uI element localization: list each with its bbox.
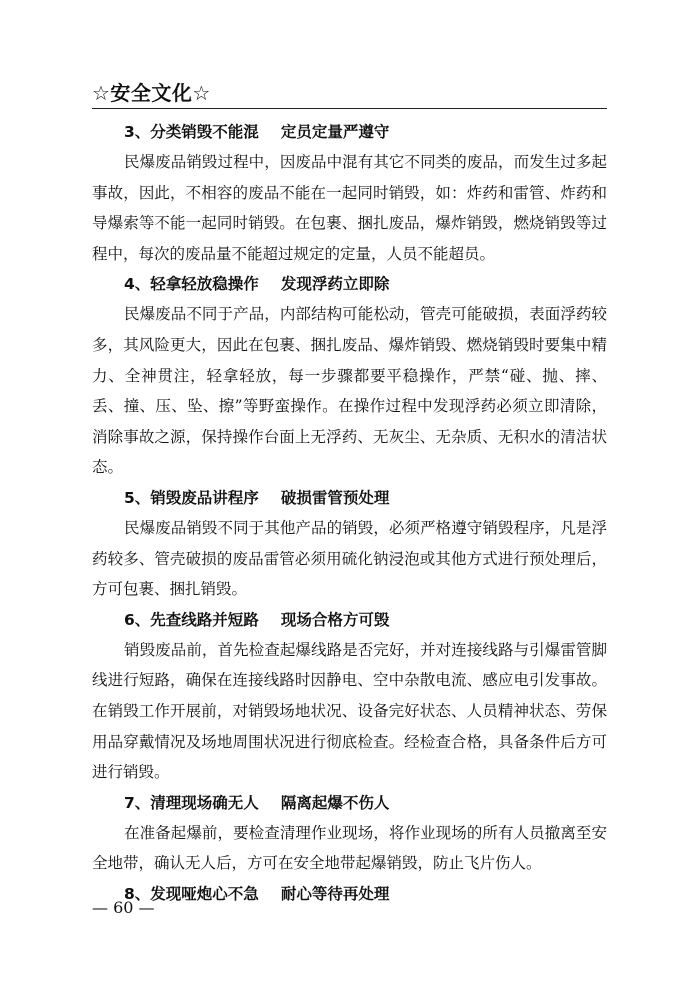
section-paragraph: 民爆废品销毁不同于其他产品的销毁，必须严格遵守销毁程序，凡是浮药较多、管壳破损的废品雷管必须用硫化钠浸泡或其他方式进行预处理后，方可包裹、捆扎销毁。 <box>92 518 607 599</box>
section-number: 7、 <box>124 793 151 812</box>
article-body <box>92 117 607 909</box>
section-number: 3、 <box>124 123 151 141</box>
section-heading <box>92 269 607 299</box>
section-paragraph: 销毁废品前，首先检查起爆线路是否完好，并对连接线路与引爆雷管脚线进行短路，确保在连接线路时因静电、空中杂散电流、感应电引发事故。在销毁工作开展前，对销毁场地状况、设备完好状态、人员精神状态、劳保用品穿戴情况及场地周围状况进行彻底检查。经检查合格，具备条件后方可进行销毁。 <box>92 640 607 782</box>
section-4 <box>92 269 607 483</box>
heading-part-b: 隔离起爆不伤人 <box>280 793 390 812</box>
heading-part-b: 定员定量严遵守 <box>280 123 390 141</box>
section-number: 4、 <box>124 275 151 294</box>
page-number: — 60 — <box>92 898 155 917</box>
section-number: 8、 <box>124 884 151 903</box>
section-5 <box>92 483 607 605</box>
heading-part-a: 分类销毁不能混 <box>150 123 259 141</box>
heading-part-a: 发现哑炮心不急 <box>150 884 259 903</box>
header-title: ☆安全文化☆ <box>92 81 211 105</box>
heading-part-b: 发现浮药立即除 <box>280 275 390 294</box>
heading-part-a: 轻拿轻放稳操作 <box>150 275 259 294</box>
section-heading <box>92 483 607 513</box>
section-3 <box>92 117 607 269</box>
section-heading <box>92 788 607 818</box>
section-7 <box>92 788 607 879</box>
running-header <box>92 80 607 109</box>
section-8 <box>92 879 607 909</box>
section-number: 6、 <box>124 610 151 629</box>
section-heading <box>92 605 607 635</box>
heading-part-a: 先查线路并短路 <box>150 610 259 629</box>
section-heading <box>92 879 607 909</box>
section-paragraph: 民爆废品销毁过程中，因废品中混有其它不同类的废品，而发生过多起事故，因此，不相容的废品不能在一起同时销毁，如：炸药和雷管、炸药和导爆索等不能一起同时销毁。在包裹、捆扎废品，爆炸销毁，燃烧销毁等过程中，每次的废品量不能超过规定的定量，人员不能超员。 <box>92 153 607 263</box>
section-6 <box>92 605 607 788</box>
section-paragraph: 民爆废品不同于产品，内部结构可能松动，管壳可能破损，表面浮药较多，其风险更大，因此在包裹、捆扎废品、爆炸销毁、燃烧销毁时要集中精力、全神贯注，轻拿轻放，每一步骤都要平稳操作，严禁“碰、抛、摔、丢、撞、压、坠、擦”等野蛮操作。在操作过程中发现浮药必须立即清除，消除事故之源，保持操作台面上无浮药、无灰尘、无杂质、无积水的清洁状态。 <box>92 305 607 477</box>
heading-part-a: 销毁废品讲程序 <box>150 488 259 507</box>
heading-part-b: 破损雷管预处理 <box>280 488 390 507</box>
heading-part-b: 现场合格方可毁 <box>280 610 390 629</box>
section-paragraph: 在准备起爆前，要检查清理作业现场，将作业现场的所有人员撤离至安全地带，确认无人后，方可在安全地带起爆销毁，防止飞片伤人。 <box>92 823 607 873</box>
heading-part-a: 清理现场确无人 <box>150 793 259 812</box>
section-number: 5、 <box>124 488 151 507</box>
section-heading <box>92 117 607 147</box>
heading-part-b: 耐心等待再处理 <box>280 884 390 903</box>
